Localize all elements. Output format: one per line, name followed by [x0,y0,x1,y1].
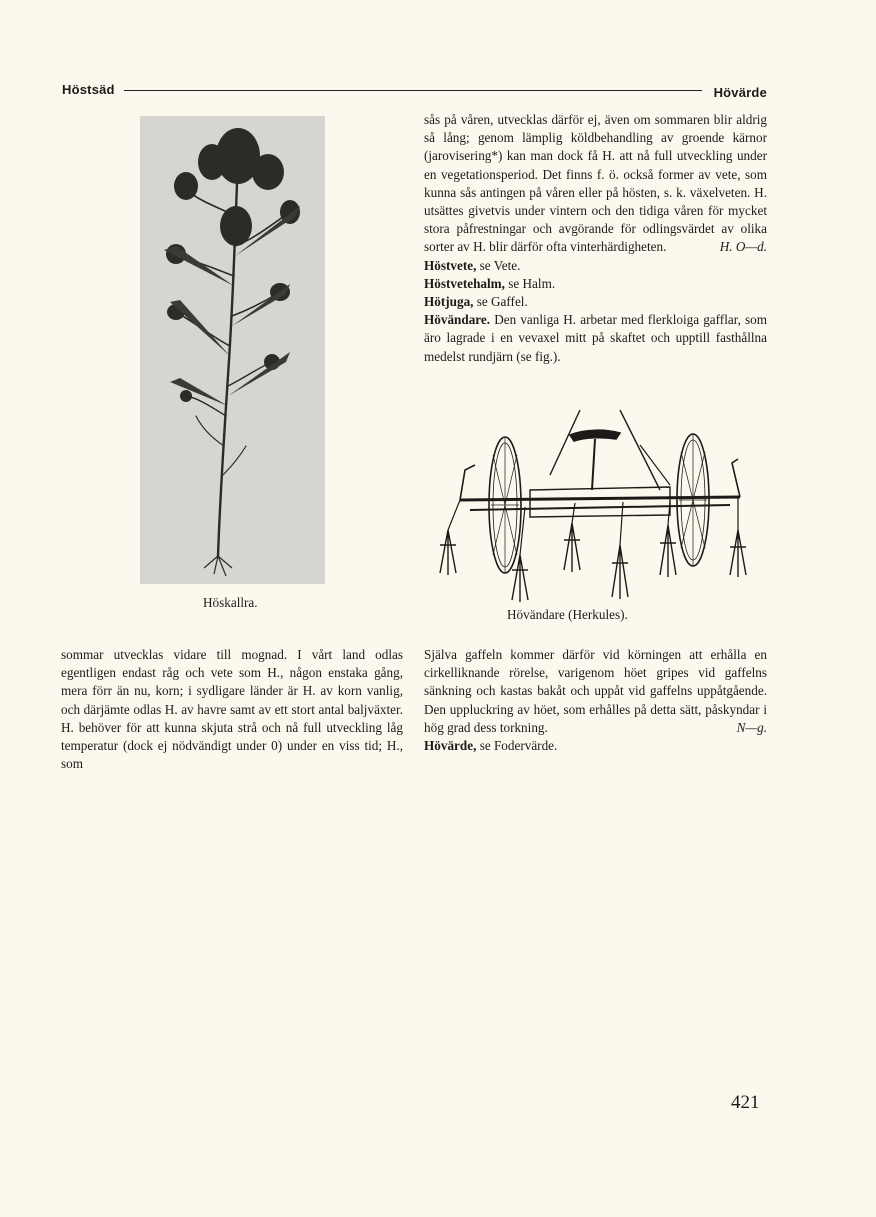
entry-text: Den vanliga H. arbetar med flerkloiga gafflar, som äro lagrade i en vevaxel mitt på skaftet och upptill fasthållna medelst rundjärn (se fig.). [424,312,767,364]
entry-hovarde [424,737,767,755]
plant-photo [140,116,325,584]
hay-turner-drawing [420,405,770,605]
entry-text: se Fodervärde. [476,738,558,754]
entry-hostvetehalm [424,275,767,293]
paragraph-text: Själva gaffeln kommer därför vid körningen att erhålla en cirkelliknande rörelse, varigenom höet gripes vid gaffelns sänkning och kastas bakåt och uppåt vid gaffelns uppåtgående. Den uppluckring av höet, som erhålles på detta sätt, påskyndar i hög grad dess torkning. [424,647,767,735]
paragraph-text: sås på våren, utvecklas därför ej, även om sommaren blir aldrig så lång; genom lämplig köldbehandling av groende kärnor (jarovisering*) kan man dock få H. att nå full utveckling under en vegetationsperiod. Det finns f. ö. också former av vete, som kunna sås antingen på våren eller på hösten, s. k. växelveten. H. utsättes givetvis under vintern och den tidiga våren för mycket stora påfrestningar och avgörande för odlingsvärdet av olika sorter av H. blir därför ofta vinterhärdigheten. [424,112,767,255]
paragraph-hostsad-continued [424,111,767,257]
entry-text: se Gaffel. [473,294,528,310]
photo-caption: Höskallra. [203,595,258,610]
entry-hovandare [424,311,767,366]
running-head-right: Hövärde [713,85,767,100]
running-head-left: Höstsäd [62,82,115,97]
hay-turner-illustration [420,405,770,605]
right-column-top [424,111,767,366]
page-number: 421 [731,1092,760,1113]
header-rule [124,90,702,91]
headword: Hövändare. [424,312,491,328]
author-signature: N—g. [736,719,767,735]
headword: Hövärde, [424,738,477,754]
entry-text: se Halm. [504,275,556,291]
machine-caption: Hövändare (Herkules). [507,607,628,622]
plant-illustration [140,116,325,584]
author-signature: H. O—d. [719,239,767,255]
entry-text: se Vete. [476,257,521,273]
right-column-bottom [424,646,767,755]
headword: Höstvete, [424,257,477,273]
headword: Höstvetehalm, [424,275,505,291]
paragraph-text: sommar utvecklas vidare till mognad. I vårt land odlas egentligen endast råg och vete som H., någon enstaka gång, mera förr än nu, korn; i sydligare länder är H. av korn vanlig, och därjämte odlas H. av havre samt av ett stort antal baljväxter. H. behöver för att kunna skjuta strå och nå full utveckling låg temperatur (dock ej nödvändigt under 0) under en viss tid; H., som [61,647,403,772]
paragraph-hovandare-continued [424,646,767,737]
headword: Hötjuga, [424,294,474,310]
entry-hostvete [424,257,767,275]
left-column-bottom [61,646,403,773]
entry-hotjuga [424,293,767,311]
